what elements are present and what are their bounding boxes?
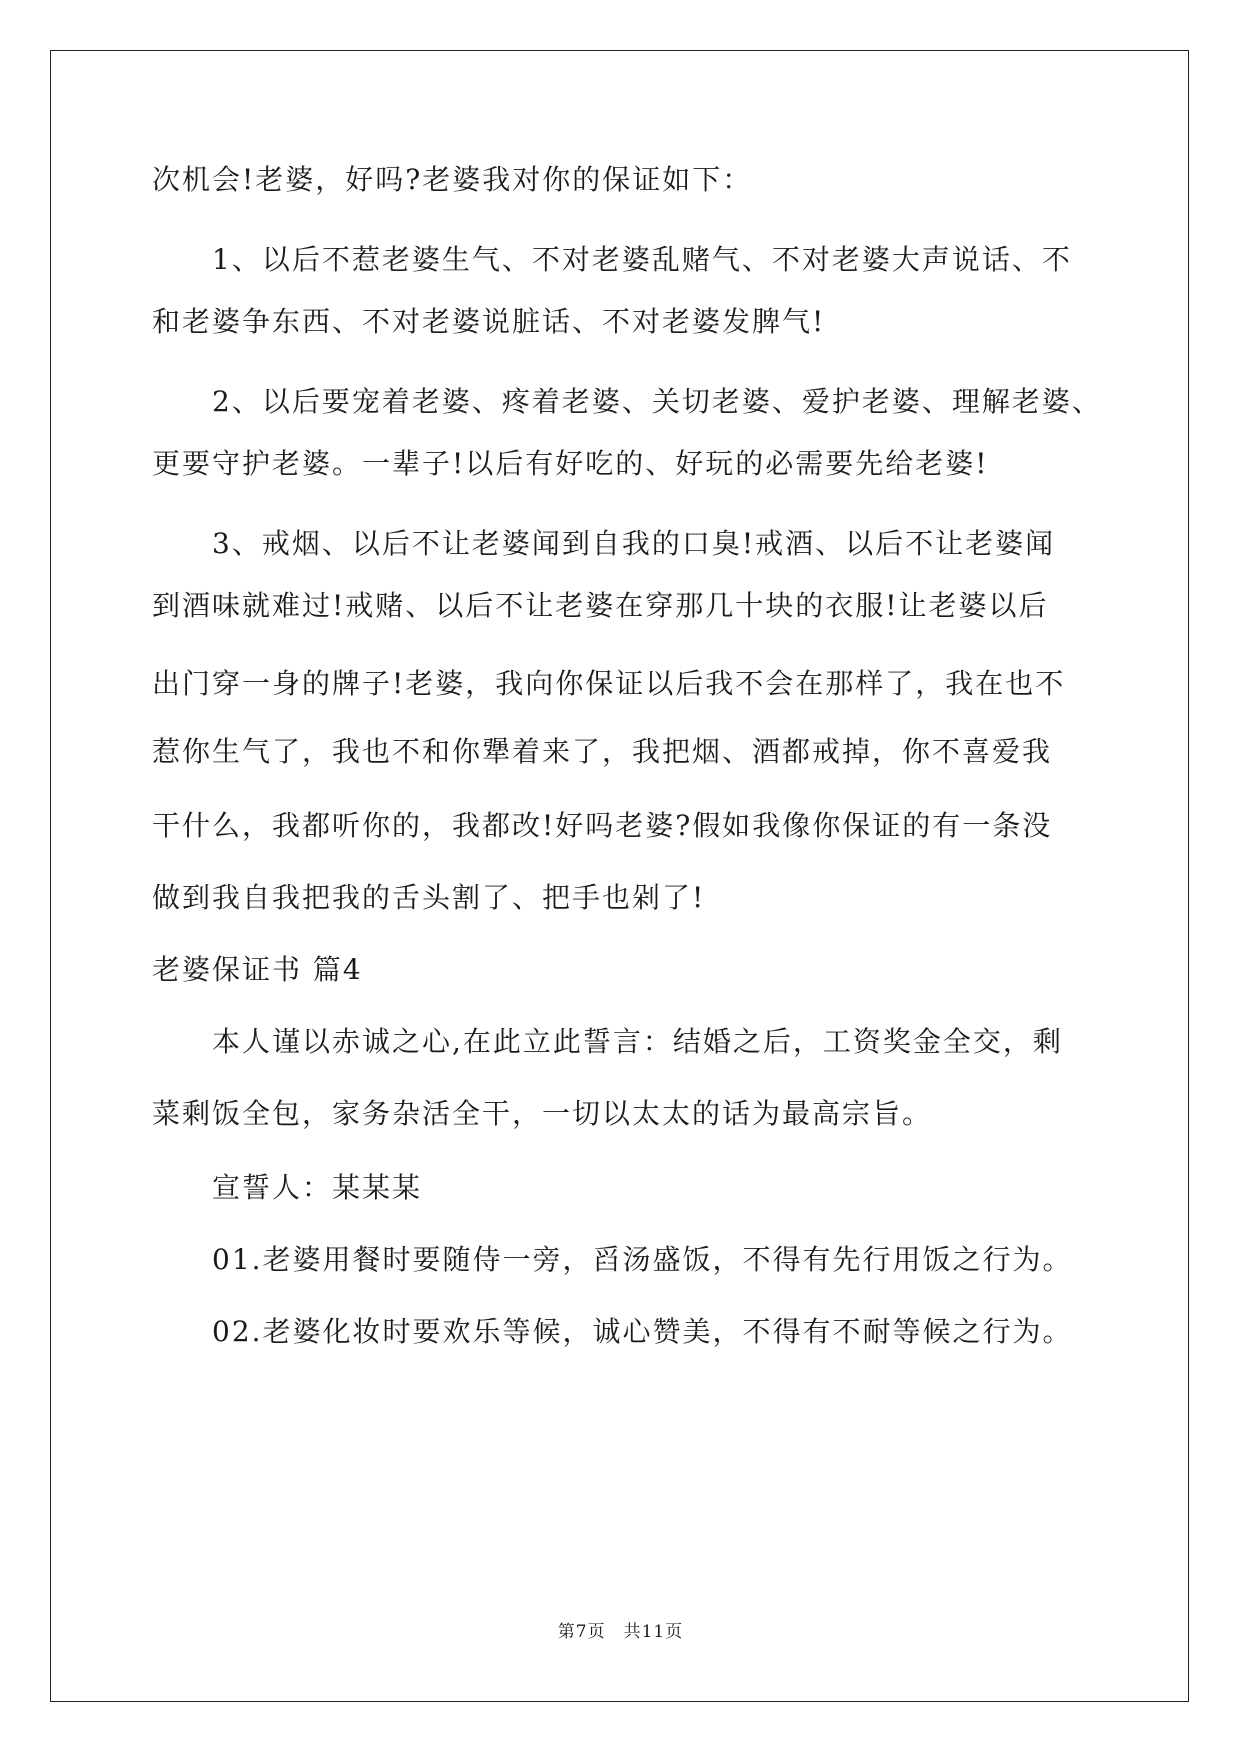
text-line: 干什么，我都听你的，我都改!好吗老婆?假如我像你保证的有一条没	[152, 809, 1053, 842]
section-heading: 老婆保证书 篇4	[152, 953, 363, 986]
text-line: 02.老婆化妆时要欢乐等候，诚心赞美，不得有不耐等候之行为。	[212, 1315, 1073, 1348]
text-line: 菜剩饭全包，家务杂活全干，一切以太太的话为最高宗旨。	[152, 1097, 933, 1130]
page-number: 第7页 共11页	[557, 1622, 684, 1642]
text-line: 做到我自我把我的舌头割了、把手也剁了!	[152, 881, 706, 914]
text-line: 惹你生气了，我也不和你犟着来了，我把烟、酒都戒掉，你不喜爱我	[152, 735, 1053, 768]
text-line: 次机会!老婆，好吗?老婆我对你的保证如下：	[152, 163, 753, 196]
signatory-line: 宣誓人：某某某	[212, 1171, 423, 1204]
text-line: 到酒味就难过!戒赌、以后不让老婆在穿那几十块的衣服!让老婆以后	[152, 589, 1049, 622]
text-line: 2、以后要宠着老婆、疼着老婆、关切老婆、爱护老婆、理解老婆、	[212, 385, 1102, 418]
text-line: 本人谨以赤诚之心,在此立此誓言：结婚之后，工资奖金全交，剩	[212, 1025, 1063, 1058]
text-line: 1、以后不惹老婆生气、不对老婆乱赌气、不对老婆大声说话、不	[212, 243, 1072, 276]
text-line: 01.老婆用餐时要随侍一旁，舀汤盛饭，不得有先行用饭之行为。	[212, 1243, 1073, 1276]
text-line: 3、戒烟、以后不让老婆闻到自我的口臭!戒酒、以后不让老婆闻	[212, 527, 1056, 560]
text-line: 更要守护老婆。一辈子!以后有好吃的、好玩的必需要先给老婆!	[152, 447, 989, 480]
text-line: 出门穿一身的牌子!老婆，我向你保证以后我不会在那样了，我在也不	[152, 667, 1066, 700]
page-frame	[50, 50, 1189, 1702]
text-line: 和老婆争东西、不对老婆说脏话、不对老婆发脾气!	[152, 305, 826, 338]
